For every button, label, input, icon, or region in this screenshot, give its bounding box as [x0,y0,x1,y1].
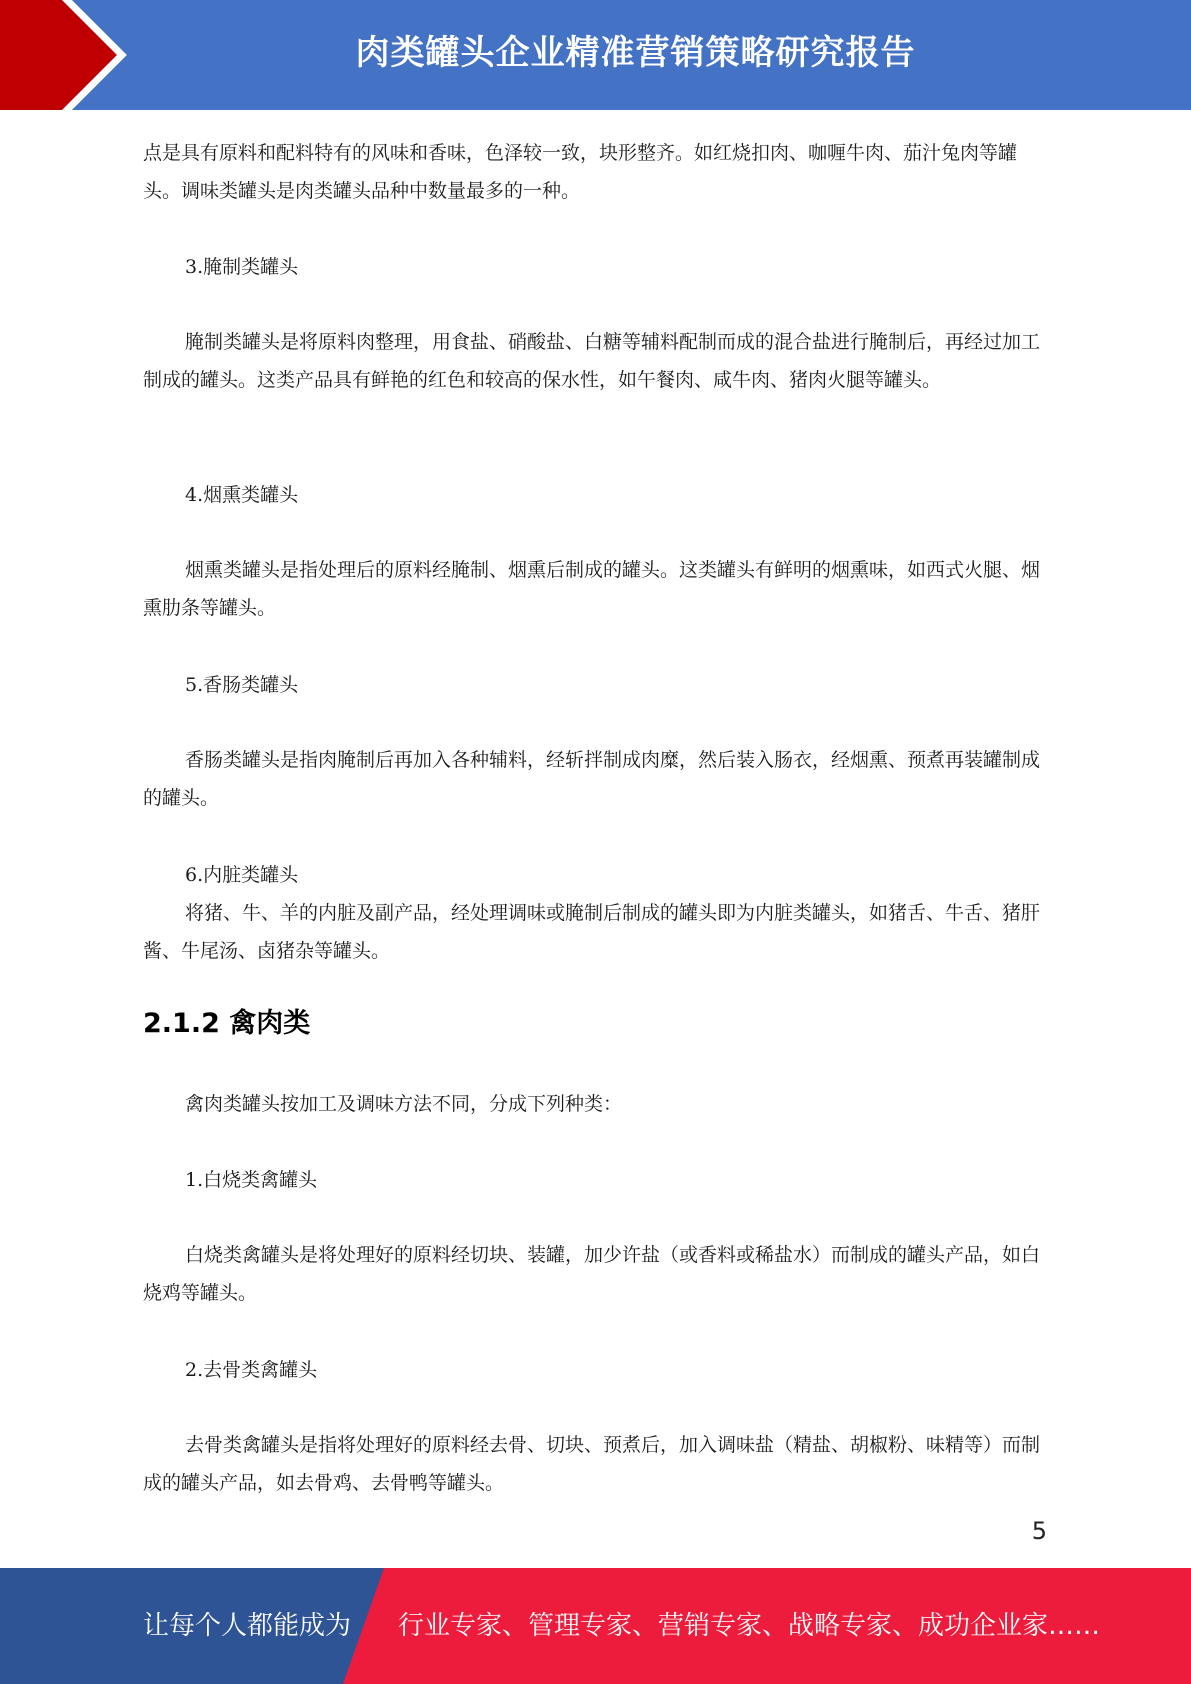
page-header [0,0,1191,110]
paragraph: 禽肉类罐头按加工及调味方法不同，分成下列种类： [185,1093,623,1115]
footer-slogan-right: 行业专家、管理专家、营销专家、战略专家、成功企业家…… [398,1611,1101,1641]
paragraph: 将猪、牛、羊的内脏及副产品，经处理调味或腌制后制成的罐头即为内脏类罐头，如猪舌、牛舌、猪肝酱、牛尾汤、卤猪杂等罐头。 [143,902,1041,962]
paragraph: 腌制类罐头是将原料肉整理，用食盐、硝酸盐、白糖等辅料配制而成的混合盐进行腌制后，再经过加工制成的罐头。这类产品具有鲜艳的红色和较高的保水性，如午餐肉、咸牛肉、猪肉火腿等罐头。 [143,331,1041,391]
paragraph: 香肠类罐头是指肉腌制后再加入各种辅料，经斩拌制成肉糜，然后装入肠衣，经烟熏、预煮再装罐制成的罐头。 [143,749,1041,809]
report-title: 肉类罐头企业精准营销策略研究报告 [355,33,916,73]
paragraph: 烟熏类罐头是指处理后的原料经腌制、烟熏后制成的罐头。这类罐头有鲜明的烟熏味，如西式火腿、烟熏肋条等罐头。 [143,559,1041,619]
page-number: 5 [1031,1517,1047,1545]
subheading: 1.白烧类禽罐头 [185,1169,318,1191]
paragraph: 点是具有原料和配料特有的风味和香味，色泽较一致，块形整齐。如红烧扣肉、咖喱牛肉、茄汁兔肉等罐头。调味类罐头是肉类罐头品种中数量最多的一种。 [143,142,1018,202]
subheading: 2.去骨类禽罐头 [185,1359,318,1381]
subheading: 3.腌制类罐头 [185,256,299,278]
subheading: 4.烟熏类罐头 [185,484,299,506]
subheading: 6.内脏类罐头 [185,864,299,886]
paragraph: 白烧类禽罐头是将处理好的原料经切块、装罐，加少许盐（或香料或稀盐水）而制成的罐头产品，如白烧鸡等罐头。 [143,1244,1041,1304]
paragraph: 去骨类禽罐头是指将处理好的原料经去骨、切块、预煮后，加入调味盐（精盐、胡椒粉、味精等）而制成的罐头产品，如去骨鸡、去骨鸭等罐头。 [143,1434,1041,1494]
subheading: 5.香肠类罐头 [185,674,299,696]
header-chevron-icon [0,0,150,110]
page-footer [0,1568,1191,1684]
footer-slogan-left: 让每个人都能成为 [143,1611,352,1641]
section-title: 2.1.2 禽肉类 [143,1008,311,1039]
